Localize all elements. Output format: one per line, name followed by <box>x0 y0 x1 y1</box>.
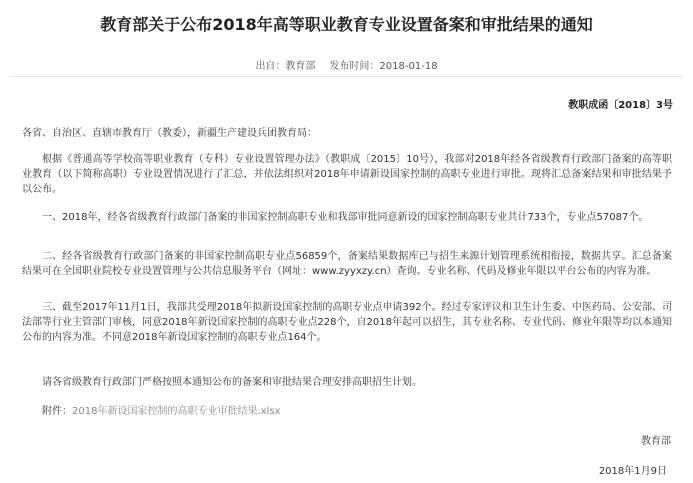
attachment-label: 附件： <box>42 406 72 417</box>
paragraph-section-2: 二、经各省级教育行政部门备案的非国家控制高职专业点56859个，备案结果数据库已与招生来源计划管理系统相衔接，数据共享。汇总备案结果可在全国职业院校专业设置管理与公共信息服务平台（网址：www.zyyxzy.cn）查询。专业名称、代码及修业年限以平台公布的内容为准。 <box>22 251 672 277</box>
signature-date: 2018年1月9日 <box>598 466 667 477</box>
paragraph-intro: 根据《普通高等学校高等职业教育（专科）专业设置管理办法》（教职成〔2015〕10号），我部对2018年经各省级教育行政部门备案的高等职业教育（以下简称高职）专业设置情况进行了汇总，并依法组织对2018年申请新设国家控制的高职专业进行审批。现将汇总备案结果和审批结果予以公布。 <box>22 154 672 195</box>
divider <box>10 76 683 77</box>
addressee: 各省、自治区、直辖市教育厅（教委），新疆生产建设兵团教育局： <box>22 128 317 139</box>
attachment-row <box>42 402 280 417</box>
signature-organization: 教育部 <box>641 436 671 447</box>
paragraph-closing: 请各省级教育行政部门严格按照本通知公布的备案和审批结果合理安排高职招生计划。 <box>42 377 422 388</box>
attachment-link[interactable]: 2018年新设国家控制的高职专业审批结果.xlsx <box>72 406 281 417</box>
document-number: 教职成函〔2018〕3号 <box>568 100 673 111</box>
article-meta <box>0 57 693 72</box>
page-title: 教育部关于公布2018年高等职业教育专业设置备案和审批结果的通知 <box>100 15 593 34</box>
publish-time: 发布时间：2018-01-18 <box>329 61 438 72</box>
source-label: 出自：教育部 <box>255 61 316 72</box>
paragraph-section-3: 三、截至2017年11月1日，我部共受理2018年拟新设国家控制的高职专业点申请392个。经过专家评议和卫生计生委、中医药局、公安部、司法部等行业主管部门审核，同意2018年新设国家控制的高职专业点228个，自2018年起可以招生，其专业名称、专业代码、修业年限等均以本通知公布的内容为准。不同意2018年新设国家控制的高职专业点164个。 <box>22 302 672 343</box>
paragraph-section-1: 一、2018年，经各省级教育行政部门备案的非国家控制高职专业和我部审批同意新设的国家控制高职专业共计733个，专业点57087个。 <box>42 212 649 223</box>
